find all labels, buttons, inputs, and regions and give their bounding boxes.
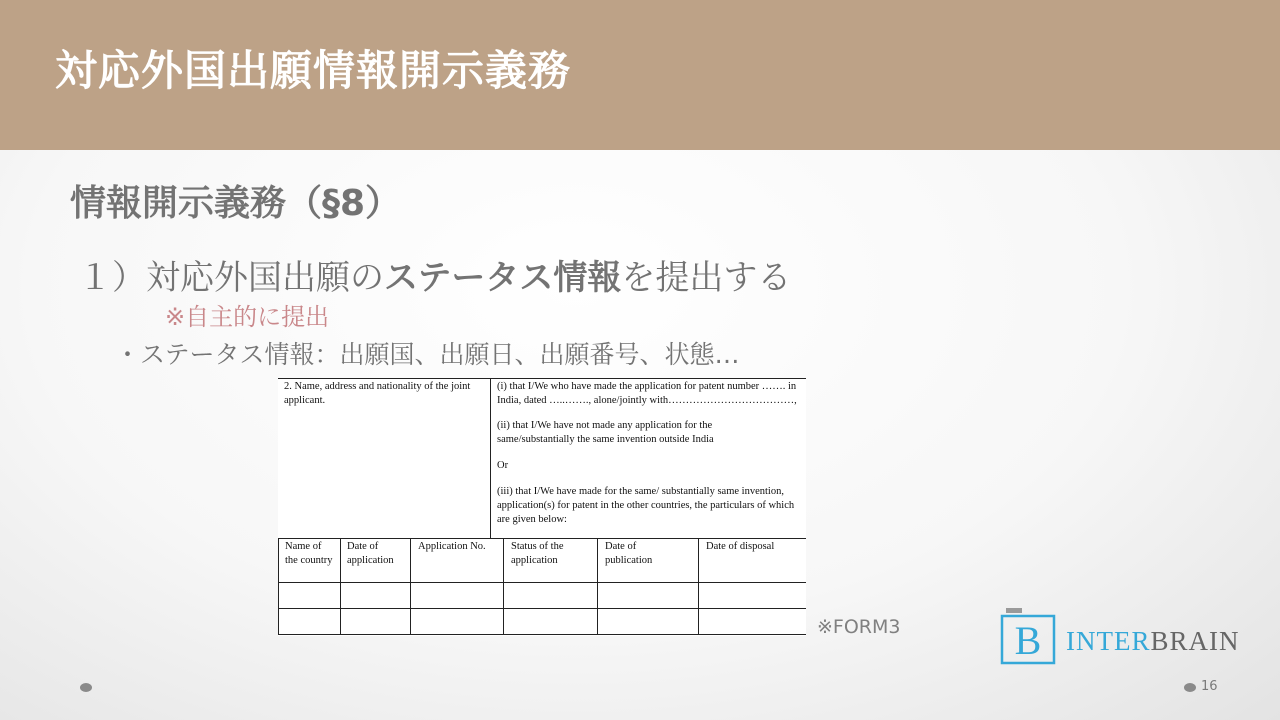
- form-bottom-line: [278, 634, 806, 635]
- page-number: 16: [1201, 679, 1218, 694]
- interbrain-logo: [1000, 606, 1262, 666]
- point-1: [78, 250, 791, 299]
- form-col-line-1: [340, 538, 341, 635]
- point-1-prefix: １）対応外国出願の: [78, 258, 384, 298]
- form-col-line-4: [597, 538, 598, 635]
- logo-text-brain: BRAIN: [1150, 626, 1240, 656]
- form-row-line-1: [278, 582, 806, 583]
- column-header-date-of-publication: Date of publication: [605, 541, 653, 567]
- section-subtitle: 情報開示義務（§8）: [70, 183, 402, 224]
- form-paragraph-or: Or: [497, 460, 509, 471]
- svg-text:B: B: [1014, 618, 1042, 663]
- form-col-line-2: [410, 538, 411, 635]
- point-1-bold: ステータス情報: [384, 258, 622, 298]
- logo-b-icon: [1000, 606, 1058, 666]
- form-header-line: [278, 538, 806, 539]
- form-col-line-0: [278, 538, 279, 635]
- column-header-country: Name of the country: [285, 541, 333, 567]
- voluntary-note: ※自主的に提出: [165, 303, 330, 331]
- form3-excerpt: [278, 378, 806, 636]
- status-info-bullet: ・ステータス情報：出願国、出願日、出願番号、状態…: [115, 340, 740, 369]
- form-center-divider: [490, 378, 491, 539]
- form3-caption: ※FORM3: [817, 616, 901, 638]
- form-col-line-5: [698, 538, 699, 635]
- footer-right-dot: [1184, 683, 1196, 692]
- form-paragraph-2: (ii) that I/We have not made any application for the same/substantially the same invention outside India: [497, 420, 714, 446]
- footer-left-dot: [80, 683, 92, 692]
- form-joint-applicant-cell: 2. Name, address and nationality of the joint applicant.: [284, 381, 471, 407]
- column-header-status: Status of the application: [511, 541, 564, 567]
- logo-text-inter: INTER: [1066, 626, 1151, 656]
- form-paragraph-3: (iii) that I/We have made for the same/ substantially same invention, application(s) for patent in the other countries, the particulars of which are given below:: [497, 486, 795, 526]
- slide-title: 対応外国出願情報開示義務: [55, 46, 572, 95]
- column-header-date-of-application: Date of application: [347, 541, 394, 567]
- form-row-line-2: [278, 608, 806, 609]
- column-header-application-no: Application No.: [418, 541, 486, 552]
- form-top-line: [278, 378, 806, 379]
- logo-wordmark: [1066, 626, 1240, 657]
- form-paragraph-1: (i) that I/We who have made the application for patent number ……. in India, dated …..……., alone/jointly with………………………………,: [497, 381, 797, 407]
- point-1-suffix: を提出する: [621, 258, 792, 298]
- title-band: [0, 0, 1280, 150]
- form-col-line-3: [503, 538, 504, 635]
- column-header-date-of-disposal: Date of disposal: [706, 541, 775, 552]
